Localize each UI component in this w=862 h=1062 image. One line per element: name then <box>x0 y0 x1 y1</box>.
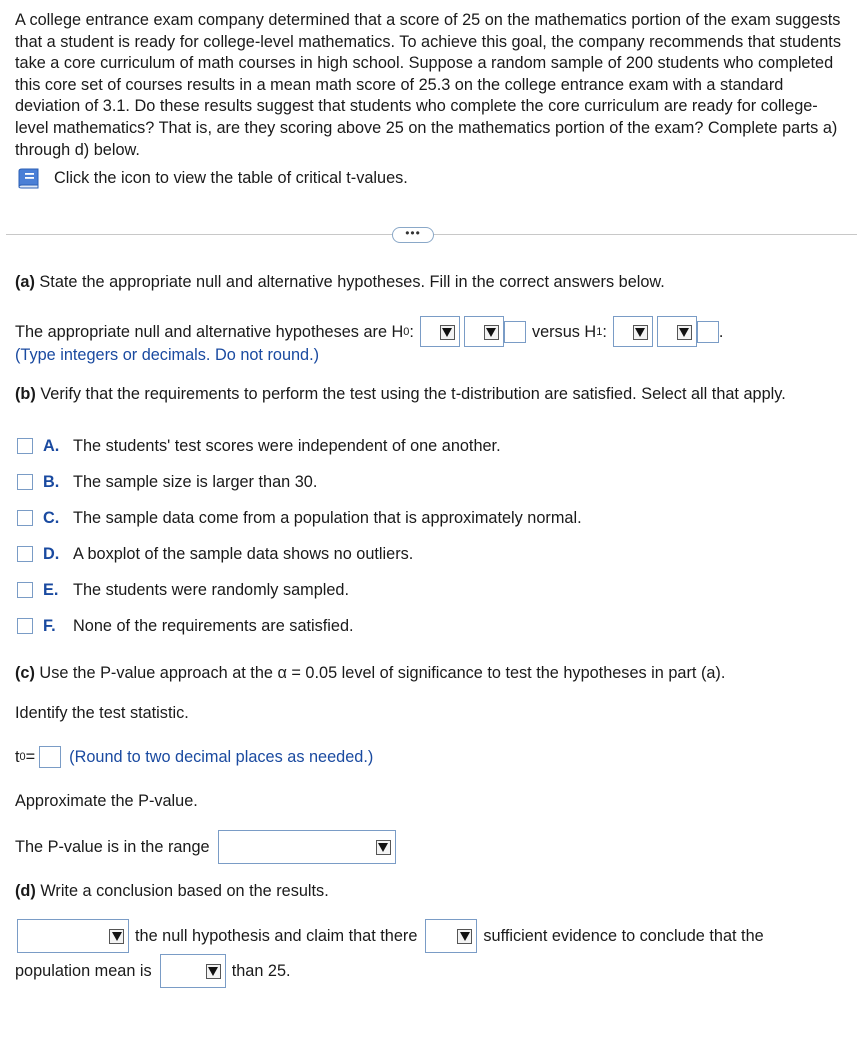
round-hint: (Round to two decimal places as needed.) <box>69 748 374 766</box>
part-b-prompt: Verify that the requirements to perform the test using the t-distribution are satisfied. Select all that apply. <box>35 385 786 403</box>
option-a[interactable] <box>17 436 501 456</box>
option-a-checkbox[interactable] <box>17 438 33 454</box>
h0-parameter-dropdown[interactable] <box>420 316 460 347</box>
identify-statistic-text: Identify the test statistic. <box>15 704 189 722</box>
reject-decision-dropdown[interactable] <box>17 919 129 953</box>
book-icon[interactable] <box>16 167 42 189</box>
option-a-text[interactable]: The students' test scores were independent of one another. <box>73 436 501 455</box>
option-c-letter: C. <box>43 508 60 527</box>
p-value-range-row <box>15 830 396 864</box>
option-c-text[interactable]: The sample data come from a population that is approximately normal. <box>73 508 582 527</box>
option-b[interactable] <box>17 472 317 492</box>
critical-values-link-text[interactable]: Click the icon to view the table of critical t-values. <box>54 168 408 187</box>
conclusion-row-1 <box>17 919 764 953</box>
option-b-checkbox[interactable] <box>17 474 33 490</box>
option-a-letter: A. <box>43 436 60 455</box>
option-b-letter: B. <box>43 472 60 491</box>
h1-parameter-dropdown[interactable] <box>613 316 653 347</box>
h1-value-input[interactable] <box>697 321 719 343</box>
part-c-prompt: Use the P-value approach at the α = 0.05 level of significance to test the hypotheses in part (a). <box>34 664 726 682</box>
part-a-heading <box>15 272 665 292</box>
option-d-letter: D. <box>43 544 60 563</box>
h0-colon: : <box>409 322 414 341</box>
chevron-down-icon <box>633 325 648 340</box>
option-e-text[interactable]: The students were randomly sampled. <box>73 580 350 599</box>
evidence-dropdown[interactable] <box>425 919 477 953</box>
part-a-label: (a) <box>15 273 35 291</box>
t-label: t <box>15 748 20 766</box>
chevron-down-icon <box>440 325 455 340</box>
conclusion-text-3: population mean is <box>15 962 152 980</box>
problem-statement: A college entrance exam company determined that a score of 25 on the mathematics portion of the exam suggests that a student is ready for college-level mathematics. To achieve this goal, the company recommends that students take a core curriculum of math courses in high school. Suppose a random sample of 200 students who completed this core set of courses results in a mean math score of 25.3 on the college entrance exam with a standard deviation of 3.1. Do these results suggest that students who complete the core curriculum are ready for college-level mathematics? That is, are they scoring above 25 on the mathematics portion of the exam? Complete parts a) through d) below. <box>15 11 841 159</box>
chevron-down-icon <box>109 929 124 944</box>
h0-subscript: 0 <box>403 325 410 338</box>
conclusion-row-2 <box>15 954 291 988</box>
chevron-down-icon <box>484 325 499 340</box>
p-value-range-label: The P-value is in the range <box>15 838 210 856</box>
critical-values-link[interactable] <box>16 166 408 190</box>
h0-value-input[interactable] <box>504 321 526 343</box>
chevron-down-icon <box>677 325 692 340</box>
part-d-prompt: Write a conclusion based on the results. <box>35 882 329 900</box>
part-a-prompt: State the appropriate null and alternative hypotheses. Fill in the correct answers below. <box>34 273 665 291</box>
p-value-range-dropdown[interactable] <box>218 830 396 864</box>
h0-operator-dropdown[interactable] <box>464 316 504 347</box>
t-subscript: 0 <box>19 751 26 763</box>
part-d-label: (d) <box>15 882 36 900</box>
h1-operator-dropdown[interactable] <box>657 316 697 347</box>
part-a-hint: (Type integers or decimals. Do not round.) <box>15 346 320 364</box>
part-b-label: (b) <box>15 385 36 403</box>
conclusion-text-2: sufficient evidence to conclude that the <box>483 927 764 945</box>
versus-label: versus H <box>531 322 597 341</box>
hypotheses-prefix: The appropriate null and alternative hypotheses are H <box>15 322 404 341</box>
option-d-checkbox[interactable] <box>17 546 33 562</box>
option-e-checkbox[interactable] <box>17 582 33 598</box>
option-b-text[interactable]: The sample size is larger than 30. <box>73 472 318 491</box>
approximate-p-value-text: Approximate the P-value. <box>15 792 198 810</box>
option-c-checkbox[interactable] <box>17 510 33 526</box>
part-c-label: (c) <box>15 664 35 682</box>
conclusion-text-1: the null hypothesis and claim that there <box>135 927 418 945</box>
chevron-down-icon <box>206 964 221 979</box>
option-e[interactable] <box>17 580 349 600</box>
chevron-down-icon <box>457 929 472 944</box>
option-d[interactable] <box>17 544 413 564</box>
part-c-heading <box>15 663 725 683</box>
option-f-checkbox[interactable] <box>17 618 33 634</box>
hypotheses-period: . <box>718 322 724 341</box>
option-c[interactable] <box>17 508 582 528</box>
option-f-letter: F. <box>43 616 56 635</box>
h1-colon: : <box>602 322 607 341</box>
option-e-letter: E. <box>43 580 59 599</box>
option-f[interactable] <box>17 616 354 636</box>
show-more-button[interactable]: ••• <box>392 227 434 243</box>
part-d-heading <box>15 881 329 901</box>
comparison-dropdown[interactable] <box>160 954 226 988</box>
option-d-text[interactable]: A boxplot of the sample data shows no outliers. <box>73 544 414 563</box>
part-b-heading <box>15 384 786 404</box>
conclusion-text-4: than 25. <box>231 962 291 980</box>
option-f-text[interactable]: None of the requirements are satisfied. <box>73 616 354 635</box>
chevron-down-icon <box>376 840 391 855</box>
test-statistic-input[interactable] <box>39 746 61 768</box>
t-equals: = <box>25 748 36 766</box>
hypotheses-row <box>15 316 723 347</box>
test-statistic-row <box>15 745 373 769</box>
h1-subscript: 1 <box>596 325 603 338</box>
